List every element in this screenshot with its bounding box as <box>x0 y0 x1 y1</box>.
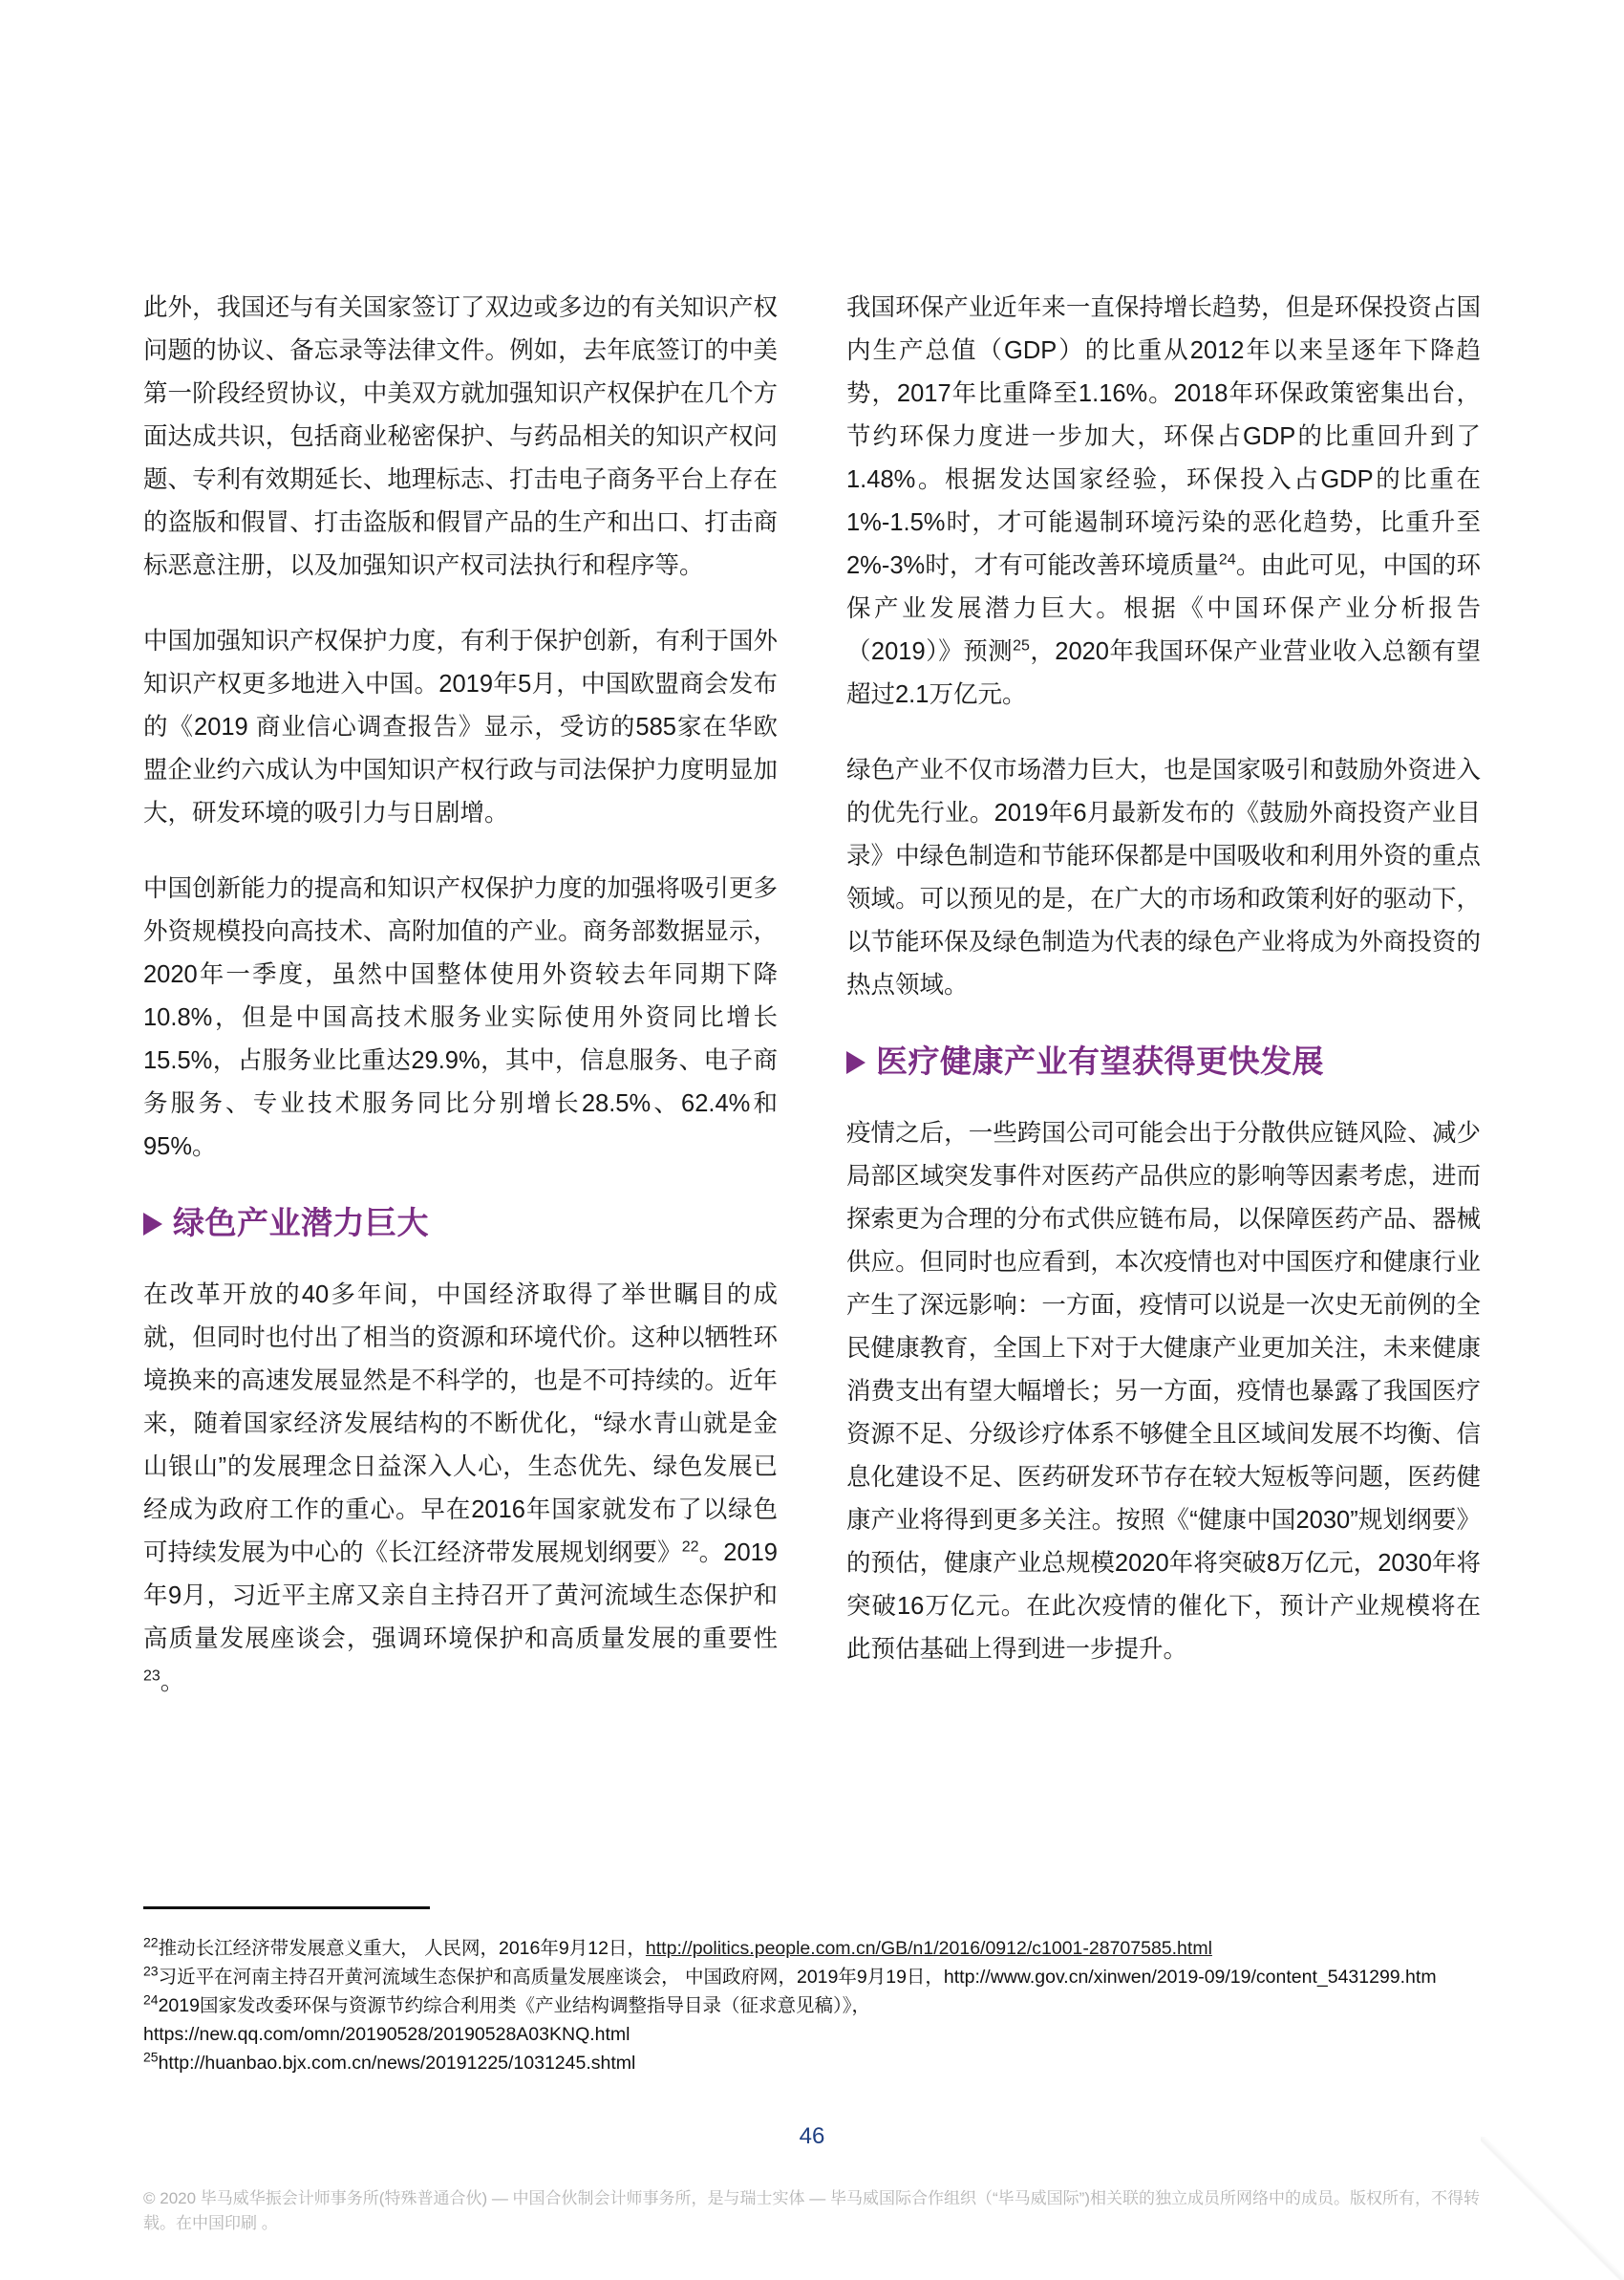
footnote-marker: 22 <box>143 1934 159 1950</box>
section-heading-label: 医疗健康产业有望获得更快发展 <box>876 1043 1324 1079</box>
paragraph-text-c: ，2020年我国环保产业营业收入总额有望超过2.1万亿元。 <box>846 638 1481 708</box>
footnote-item <box>143 1991 1481 2049</box>
section-heading-healthcare <box>846 1040 1481 1084</box>
footnote-ref-25[interactable]: 25 <box>1013 637 1030 655</box>
footnote-text: 推动长江经济带发展意义重大， 人民网，2016年9月12日， <box>158 1938 646 1959</box>
footnote-ref-24[interactable]: 24 <box>1218 551 1236 569</box>
triangle-right-icon <box>846 1051 865 1074</box>
footnotes-block <box>143 1906 1481 2077</box>
footnote-marker: 24 <box>143 1991 159 2008</box>
footnote-ref-22[interactable]: 22 <box>681 1538 699 1556</box>
paragraph <box>143 1274 778 1704</box>
page-number: 46 <box>799 2123 825 2149</box>
footnote-separator-rule <box>143 1906 430 1909</box>
paragraph: 中国加强知识产权保护力度，有利于保护创新，有利于国外知识产权更多地进入中国。2019年5月，中国欧盟商会发布的《2019 商业信心调查报告》显示，受访的585家在华欧盟企业约六成认为中国知识产权行政与司法保护力度明显加大，研发环境的吸引力与日剧增。 <box>143 628 778 827</box>
footnote-url[interactable]: http://huanbao.bjx.com.cn/news/20191225/1031245.shtml <box>158 2053 636 2074</box>
footnote-text: 2019国家发改委环保与资源节约综合利用类《产业结构调整指导目录（征求意见稿）》， <box>158 1995 870 2016</box>
footnote-marker: 23 <box>143 1963 159 1979</box>
footnote-url[interactable]: http://politics.people.com.cn/GB/n1/2016/0912/c1001-28707585.html <box>645 1938 1212 1959</box>
footnote-marker: 25 <box>143 2049 159 2065</box>
paragraph-text-a: 我国环保产业近年来一直保持增长趋势，但是环保投资占国内生产总值（GDP）的比重从2012年以来呈逐年下降趋势，2017年比重降至1.16%。2018年环保政策密集出台，节约环保力度进一步加大，环保占GDP的比重回升到了1.48%。根据发达国家经验，环保投入占GDP的比重在1%-1.5%时，才可能遏制环境污染的恶化趋势，比重升至2%-3%时，才有可能改善环境质量 <box>846 294 1481 579</box>
paragraph-text-b: 。2019年9月，习近平主席又亲自主持召开了黄河流域生态保护和高质量发展座谈会，强调环境保护和高质量发展的重要性 <box>143 1539 778 1652</box>
section-heading-label: 绿色产业潜力巨大 <box>173 1205 429 1240</box>
paragraph-text-b: 。由此可见，中国的环保产业发展潜力巨大。根据《中国环保产业分析报告（2019）》预测 <box>846 552 1481 665</box>
right-column <box>846 287 1481 1704</box>
footnote-ref-23[interactable]: 23 <box>143 1667 160 1685</box>
footnote-url[interactable]: http://www.gov.cn/xinwen/2019-09/19/content_5431299.htm <box>943 1967 1437 1988</box>
footnote-item <box>143 2049 1481 2077</box>
triangle-right-icon <box>143 1213 162 1236</box>
footnote-text: 习近平在河南主持召开黄河流域生态保护和高质量发展座谈会， 中国政府网，2019年9月19日， <box>158 1967 944 1988</box>
paragraph <box>846 287 1481 717</box>
paragraph: 绿色产业不仅市场潜力巨大，也是国家吸引和鼓励外资进入的优先行业。2019年6月最新发布的《鼓励外商投资产业目录》中绿色制造和节能环保都是中国吸收和利用外资的重点领域。可以预见的是，在广大的市场和政策利好的驱动下，以节能环保及绿色制造为代表的绿色产业将成为外商投资的热点领域。 <box>846 757 1481 999</box>
footer-copyright <box>143 2186 1500 2236</box>
section-heading-green-industry <box>143 1201 778 1245</box>
paragraph: 疫情之后，一些跨国公司可能会出于分散供应链风险、减少局部区域突发事件对医药产品供应的影响等因素考虑，进而探索更为合理的分布式供应链布局，以保障医药产品、器械供应。但同时也应看到，本次疫情也对中国医疗和健康行业产生了深远影响：一方面，疫情可以说是一次史无前例的全民健康教育，全国上下对于大健康产业更加关注，未来健康消费支出有望大幅增长；另一方面，疫情也暴露了我国医疗资源不足、分级诊疗体系不够健全且区域间发展不均衡、信息化建设不足、医药研发环节存在较大短板等问题，医药健康产业将得到更多关注。按照《“健康中国2030”规划纲要》的预估，健康产业总规模2020年将突破8万亿元，2030年将突破16万亿元。在此次疫情的催化下，预计产业规模将在此预估基础上得到进一步提升。 <box>846 1120 1481 1663</box>
left-column <box>143 287 778 1704</box>
paragraph: 中国创新能力的提高和知识产权保护力度的加强将吸引更多外资规模投向高技术、高附加值的产业。商务部数据显示，2020年一季度，虽然中国整体使用外资较去年同期下降10.8%，但是中国高技术服务业实际使用外资同比增长15.5%，占服务业比重达29.9%，其中，信息服务、电子商务服务、专业技术服务同比分别增长28.5%、62.4%和95%。 <box>143 875 778 1160</box>
footnote-item <box>143 1963 1481 1991</box>
footnote-url[interactable]: https://new.qq.com/omn/20190528/20190528A03KNQ.html <box>143 2024 630 2045</box>
paragraph-text-c: 。 <box>160 1668 185 1695</box>
paragraph-text-a: 在改革开放的40多年间，中国经济取得了举世瞩目的成就，但同时也付出了相当的资源和环境代价。这种以牺牲环境换来的高速发展显然是不科学的，也是不可持续的。近年来，随着国家经济发展结构的不断优化，“绿水青山就是金山银山”的发展理念日益深入人心，生态优先、绿色发展已经成为政府工作的重心。早在2016年国家就发布了以绿色可持续发展为中心的《长江经济带发展规划纲要》 <box>143 1281 778 1566</box>
paragraph: 此外，我国还与有关国家签订了双边或多边的有关知识产权问题的协议、备忘录等法律文件。例如，去年底签订的中美第一阶段经贸协议，中美双方就加强知识产权保护在几个方面达成共识，包括商业秘密保护、与药品相关的知识产权问题、专利有效期延长、地理标志、打击电子商务平台上存在的盗版和假冒、打击盗版和假冒产品的生产和出口、打击商标恶意注册，以及加强知识产权司法执行和程序等。 <box>143 294 778 579</box>
footnote-item <box>143 1934 1481 1963</box>
two-column-body <box>143 287 1481 1704</box>
copyright-text: © 2020 毕马威华振会计师事务所(特殊普通合伙) — 中国合伙制会计师事务所，是与瑞士实体 — 毕马威国际合作组织（“毕马威国际”)相关联的独立成员所网络中的成员。版权所有，不得转载。在中国印刷 。 <box>143 2189 1480 2232</box>
page-corner-fold <box>1481 2137 1624 2280</box>
